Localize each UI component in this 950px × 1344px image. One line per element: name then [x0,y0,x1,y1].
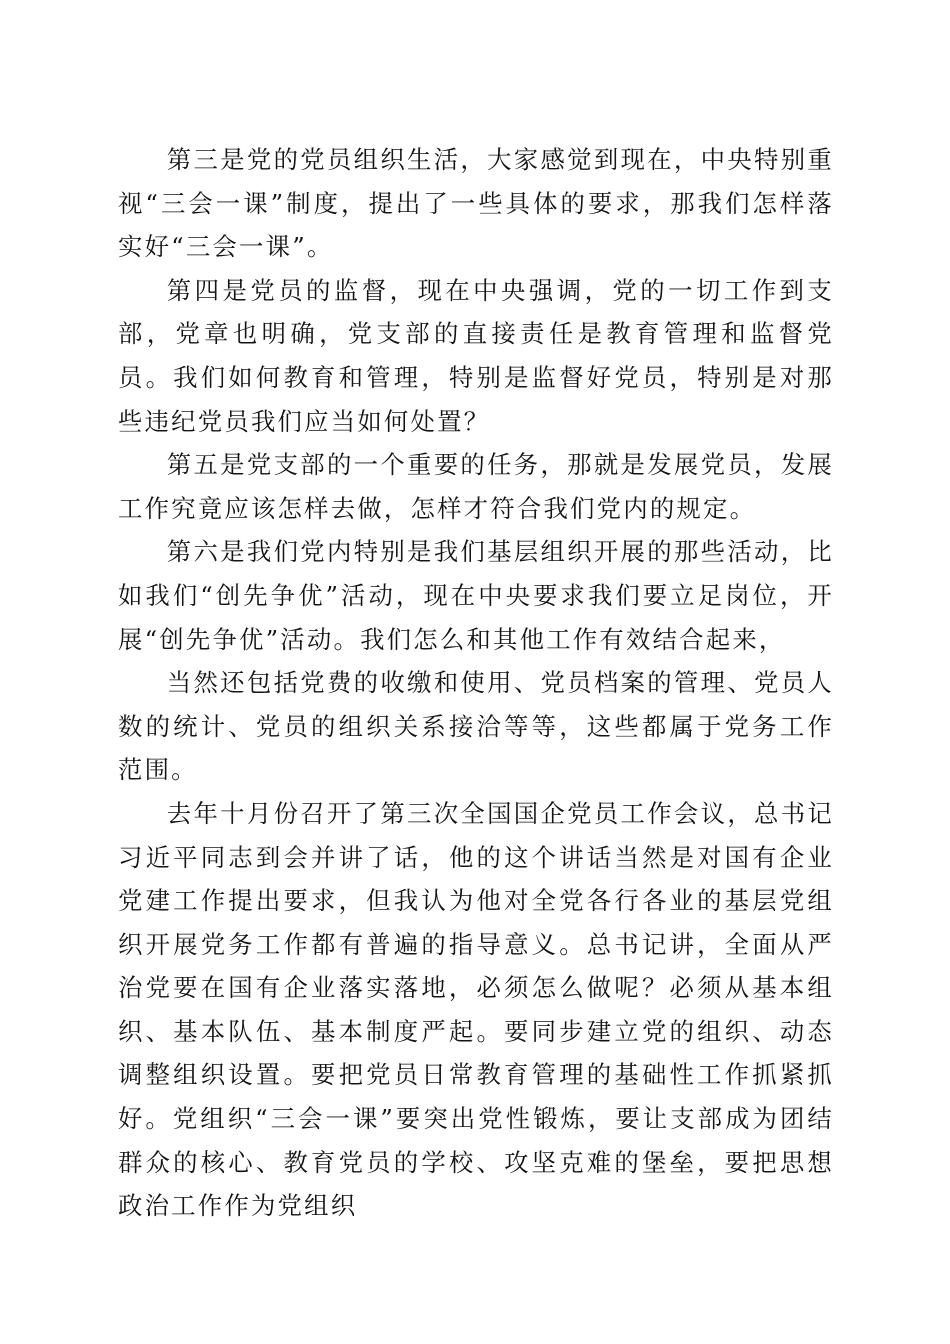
paragraph-fifth-item: 第五是党支部的一个重要的任务，那就是发展党员，发展工作究竟应该怎样去做，怎样才符合我们党内的规定。 [118,450,834,523]
document-body [118,138,834,1228]
paragraph-third-item: 第三是党的党员组织生活，大家感觉到现在，中央特别重视“三会一课”制度，提出了一些具体的要求，那我们怎样落实好“三会一课”。 [118,145,834,262]
paragraph-party-affairs-scope: 当然还包括党费的收缴和使用、党员档案的管理、党员人数的统计、党员的组织关系接洽等等，这些都属于党务工作范围。 [118,668,834,785]
paragraph-conference-speech: 去年十月份召开了第三次全国国企党员工作会议，总书记习近平同志到会并讲了话，他的这个讲话当然是对国有企业党建工作提出要求，但我认为他对全党各行各业的基层党组织开展党务工作都有普遍的指导意义。总书记讲，全面从严治党要在国有企业落实落地，必须怎么做呢？必须从基本组织、基本队伍、基本制度严起。要同步建立党的组织、动态调整组织设置。要把党员日常教育管理的基础性工作抓紧抓好。党组织“三会一课”要突出党性锻炼，要让支部成为团结群众的核心、教育党员的学校、攻坚克难的堡垒，要把思想政治工作作为党组织 [118,798,834,1221]
paragraph-sixth-item: 第六是我们党内特别是我们基层组织开展的那些活动，比如我们“创先争优”活动，现在中央要求我们要立足岗位，开展“创先争优”活动。我们怎么和其他工作有效结合起来， [118,537,834,654]
paragraph-fourth-item: 第四是党员的监督，现在中央强调，党的一切工作到支部，党章也明确，党支部的直接责任是教育管理和监督党员。我们如何教育和管理，特别是监督好党员，特别是对那些违纪党员我们应当如何处置？ [118,275,834,436]
